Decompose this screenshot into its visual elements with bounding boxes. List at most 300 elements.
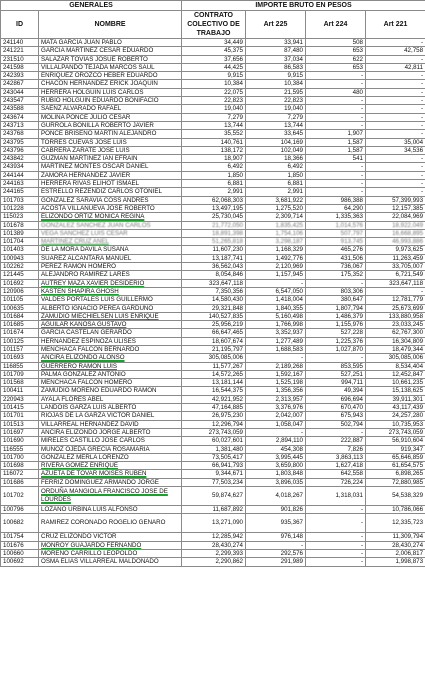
table-row: [1, 362, 425, 370]
cell-art224: 622: [306, 55, 366, 63]
cell-name: GONZALEZ SANCHEZ JUAN CARLOS: [39, 221, 182, 229]
cell-art224: 541: [306, 155, 366, 163]
cell-id: 116855: [1, 362, 39, 370]
cell-contrato: 13,271,090: [182, 514, 246, 533]
table-row: [1, 254, 425, 262]
cell-art221: -: [366, 97, 425, 105]
cell-name: VEGA SANCHEZ LUIS CESAR: [39, 229, 182, 237]
cell-art221: 65,646,859: [366, 453, 425, 461]
cell-contrato: 305,085,006: [182, 354, 246, 362]
cell-art225: 1,168,329: [246, 246, 306, 254]
cell-art224: 1,225,376: [306, 337, 366, 345]
cell-art224: 853,595: [306, 362, 366, 370]
cell-art224: 1,155,976: [306, 321, 366, 329]
cell-art224: 803,306: [306, 287, 366, 295]
cell-contrato: 273,743,059: [182, 428, 246, 436]
cell-art225: 2,120,969: [246, 263, 306, 271]
cell-id: 101685: [1, 321, 39, 329]
cell-contrato: 9,344,671: [182, 470, 246, 478]
cell-art225: 1,492,776: [246, 254, 306, 262]
cell-id: 101697: [1, 428, 39, 436]
cell-contrato: 66,647,465: [182, 329, 246, 337]
table-row: [1, 321, 425, 329]
cell-name: CHACON HERNANDEZ ERICK JOAQUIN: [39, 80, 182, 88]
cell-art221: 54,538,329: [366, 487, 425, 506]
cell-art224: 994,711: [306, 379, 366, 387]
cell-art225: 6,547,050: [246, 287, 306, 295]
cell-art225: 976,148: [246, 533, 306, 541]
cell-id: 101698: [1, 462, 39, 470]
cell-contrato: 138,172: [182, 146, 246, 154]
cell-art224: 1,587: [306, 146, 366, 154]
cell-art224: -: [306, 188, 366, 196]
cell-art221: 11,309,794: [366, 533, 425, 541]
cell-art221: -: [366, 39, 425, 47]
cell-contrato: 62,068,303: [182, 196, 246, 204]
cell-art224: 480: [306, 88, 366, 96]
table-row: [1, 445, 425, 453]
cell-art225: 1,525,198: [246, 379, 306, 387]
cell-art221: 9,973,625: [366, 246, 425, 254]
cell-art221: 6,721,549: [366, 271, 425, 279]
cell-art224: -: [306, 549, 366, 557]
table-row: [1, 271, 425, 279]
table-row: [1, 246, 425, 254]
cell-art224: 675,943: [306, 412, 366, 420]
cell-id: 101157: [1, 345, 39, 353]
cell-art224: 527,251: [306, 370, 366, 378]
cell-id: 101228: [1, 204, 39, 212]
table-row: [1, 453, 425, 461]
cell-art221: 62,767,300: [366, 329, 425, 337]
table-row: [1, 263, 425, 271]
cell-art221: 43,117,439: [366, 404, 425, 412]
cell-art224: 1,627,418: [306, 462, 366, 470]
cell-id: 116555: [1, 445, 39, 453]
table-row: [1, 155, 425, 163]
cell-art221: 1,998,873: [366, 558, 425, 566]
cell-contrato: 51,265,818: [182, 238, 246, 246]
table-row: [1, 97, 425, 105]
cell-contrato: 13,181,144: [182, 379, 246, 387]
table-row: [1, 337, 425, 345]
cell-art225: 1,766,998: [246, 321, 306, 329]
cell-name: VILLARREAL HERNANDEZ DAVID: [39, 420, 182, 428]
cell-contrato: 77,503,234: [182, 478, 246, 486]
cell-art225: 292,576: [246, 549, 306, 557]
cell-art225: 33,645: [246, 130, 306, 138]
cell-art221: 61,654,575: [366, 462, 425, 470]
cell-id: 101105: [1, 296, 39, 304]
cell-art221: -: [366, 105, 425, 113]
cell-contrato: 26,975,230: [182, 412, 246, 420]
cell-art225: 1,356,356: [246, 387, 306, 395]
table-row: [1, 47, 425, 55]
cell-name: GUZMAN MARTINEZ IAN EFRAIN: [39, 155, 182, 163]
cell-art221: 34,536: [366, 146, 425, 154]
cell-contrato: 34,449: [182, 39, 246, 47]
cell-name: RIVERA GOMEZ ENRIQUE: [39, 462, 182, 470]
cell-art224: 508: [306, 39, 366, 47]
cell-art225: 3,376,976: [246, 404, 306, 412]
cell-name: ELIZONDO ORTIZ MONICA REGINA: [39, 213, 182, 221]
table-row: [1, 63, 425, 71]
table-row: [1, 130, 425, 138]
cell-contrato: 18,907: [182, 155, 246, 163]
cell-id: 100943: [1, 254, 39, 262]
cell-art221: 18,479,344: [366, 345, 425, 353]
cell-art225: 1,277,489: [246, 337, 306, 345]
cell-name: SUAREZ ALCANTARA MANUEL: [39, 254, 182, 262]
cell-art224: 465,276: [306, 246, 366, 254]
table-row: [1, 204, 425, 212]
cell-art224: 507,797: [306, 229, 366, 237]
cell-art224: -: [306, 80, 366, 88]
table-row: [1, 487, 425, 506]
cell-art224: -: [306, 113, 366, 121]
cell-art221: 273,743,059: [366, 428, 425, 436]
cell-art224: -: [306, 354, 366, 362]
col-contrato: CONTRATO COLECTIVO DE TRABAJO: [182, 11, 246, 39]
table-row: [1, 506, 425, 514]
col-nombre: NOMBRE: [39, 11, 182, 39]
cell-art224: 3,863,113: [306, 453, 366, 461]
cell-art221: -: [366, 287, 425, 295]
cell-id: 101690: [1, 437, 39, 445]
cell-name: MARTINEZ CRUZ ANEL: [39, 238, 182, 246]
cell-art225: 104,169: [246, 138, 306, 146]
cell-contrato: 44,425: [182, 63, 246, 71]
cell-contrato: 14,572,265: [182, 370, 246, 378]
cell-contrato: 12,296,794: [182, 420, 246, 428]
cell-id: 243713: [1, 121, 39, 129]
cell-contrato: 35,552: [182, 130, 246, 138]
table-row: [1, 72, 425, 80]
cell-name: PEREZ RAMON HOMERO: [39, 263, 182, 271]
cell-art224: -: [306, 506, 366, 514]
cell-contrato: 21,195,797: [182, 345, 246, 353]
cell-art225: 9,915: [246, 72, 306, 80]
cell-art221: 2,006,817: [366, 549, 425, 557]
cell-art225: 7,279: [246, 113, 306, 121]
cell-art224: 1,807,794: [306, 304, 366, 312]
cell-contrato: 6,881: [182, 180, 246, 188]
cell-art224: 175,352: [306, 271, 366, 279]
cell-art225: 1,592,167: [246, 370, 306, 378]
col-id: ID: [1, 11, 39, 39]
cell-contrato: 2,991: [182, 188, 246, 196]
cell-name: VILLALPANDO TEJADA MARCOS SAUL: [39, 63, 182, 71]
cell-art221: 24,257,280: [366, 412, 425, 420]
cell-id: 100125: [1, 337, 39, 345]
cell-art225: 2,313,957: [246, 395, 306, 403]
cell-id: 231510: [1, 55, 39, 63]
cell-contrato: 10,384: [182, 80, 246, 88]
cell-name: MENCHACA FALCON HOMERO: [39, 379, 182, 387]
cell-art221: -: [366, 163, 425, 171]
cell-id: 101415: [1, 404, 39, 412]
cell-art224: 1,318,031: [306, 487, 366, 506]
cell-contrato: 18,607,674: [182, 337, 246, 345]
cell-id: 244144: [1, 171, 39, 179]
cell-id: 243674: [1, 113, 39, 121]
cell-art225: -: [246, 354, 306, 362]
table-row: [1, 287, 425, 295]
cell-art221: 12,452,847: [366, 370, 425, 378]
table-row: [1, 354, 425, 362]
cell-art224: -: [306, 514, 366, 533]
cell-name: ALEJANDRO RAMIREZ LARES: [39, 271, 182, 279]
cell-art224: 1,014,576: [306, 221, 366, 229]
group-importe-bruto: IMPORTE BRUTO EN PESOS: [182, 1, 425, 11]
cell-art221: 42,811: [366, 63, 425, 71]
table-row: [1, 304, 425, 312]
cell-art225: 13,744: [246, 121, 306, 129]
cell-art225: 935,367: [246, 514, 306, 533]
cell-name: MATA GARCIA JUAN PABLO: [39, 39, 182, 47]
cell-art225: -: [246, 428, 306, 436]
cell-name: RAMIREZ CORONADO ROGELIO GENARO: [39, 514, 182, 533]
cell-id: 101674: [1, 329, 39, 337]
cell-contrato: 140,761: [182, 138, 246, 146]
table-row: [1, 238, 425, 246]
cell-art224: 736,067: [306, 263, 366, 271]
table-row: [1, 428, 425, 436]
cell-contrato: 60,027,601: [182, 437, 246, 445]
cell-art224: 502,794: [306, 420, 366, 428]
cell-name: DE LA MORA DAVILA SUSANA: [39, 246, 182, 254]
cell-art225: 3,659,800: [246, 462, 306, 470]
cell-id: 101568: [1, 379, 39, 387]
cell-art221: 323,647,118: [366, 279, 425, 287]
cell-id: 100682: [1, 514, 39, 533]
cell-name: CRUZ ELIZONDO VICTOR: [39, 533, 182, 541]
cell-art225: 37,034: [246, 55, 306, 63]
table-row: [1, 533, 425, 541]
cell-id: 101678: [1, 221, 39, 229]
cell-contrato: 1,850: [182, 171, 246, 179]
cell-id: 101686: [1, 478, 39, 486]
cell-art225: 21,595: [246, 88, 306, 96]
cell-name: AZUETA DE TOVAR MOISES RUBEN: [39, 470, 182, 478]
cell-art221: 39,911,301: [366, 395, 425, 403]
cell-name: HERRERA RIVAS ELIHOT ISMAEL: [39, 180, 182, 188]
cell-art224: 1,027,870: [306, 345, 366, 353]
table-row: [1, 279, 425, 287]
cell-art224: -: [306, 558, 366, 566]
table-row: [1, 296, 425, 304]
table-row: [1, 221, 425, 229]
cell-art224: -: [306, 279, 366, 287]
cell-id: 100411: [1, 387, 39, 395]
cell-art221: 15,138,625: [366, 387, 425, 395]
cell-name: AYALA FLORES ABEL: [39, 395, 182, 403]
cell-art224: -: [306, 121, 366, 129]
cell-contrato: 45,375: [182, 47, 246, 55]
cell-contrato: 12,285,942: [182, 533, 246, 541]
cell-contrato: 36,562,043: [182, 263, 246, 271]
cell-art221: 10,786,066: [366, 506, 425, 514]
cell-name: ZAMUDIO MORENO EDUARDO RAMON: [39, 387, 182, 395]
cell-art225: 3,352,937: [246, 329, 306, 337]
cell-art224: 380,647: [306, 296, 366, 304]
cell-art224: 986,388: [306, 196, 366, 204]
col-art224: Art 224: [306, 11, 366, 39]
cell-id: 100660: [1, 549, 39, 557]
cell-art221: 28,430,274: [366, 541, 425, 549]
cell-name: OSMA ELIAS VILLARREAL MALDONADO: [39, 558, 182, 566]
col-art221: Art 221: [366, 11, 425, 39]
cell-art225: 2,042,007: [246, 412, 306, 420]
cell-art224: 527,228: [306, 329, 366, 337]
cell-name: AUTREY MAZA XAVIER DESIDERIO: [39, 279, 182, 287]
cell-art225: -: [246, 279, 306, 287]
cell-art225: 1,157,945: [246, 271, 306, 279]
cell-art221: 35,004: [366, 138, 425, 146]
cell-art225: 3,298,187: [246, 238, 306, 246]
cell-art225: 1,803,848: [246, 470, 306, 478]
cell-contrato: 13,744: [182, 121, 246, 129]
cell-art225: 102,049: [246, 146, 306, 154]
cell-art224: -: [306, 97, 366, 105]
cell-name: GARCIA MARTINEZ CESAR EDUARDO: [39, 47, 182, 55]
cell-id: 243796: [1, 146, 39, 154]
cell-art224: -: [306, 171, 366, 179]
cell-contrato: 47,164,885: [182, 404, 246, 412]
cell-id: 241221: [1, 47, 39, 55]
cell-art221: 10,661,235: [366, 379, 425, 387]
cell-contrato: 323,647,118: [182, 279, 246, 287]
cell-art221: 11,263,459: [366, 254, 425, 262]
table-row: [1, 312, 425, 320]
cell-art221: 18,922,049: [366, 221, 425, 229]
cell-art225: 2,309,714: [246, 213, 306, 221]
table-row: [1, 39, 425, 47]
cell-id: 243795: [1, 138, 39, 146]
cell-name: PONCE BRISEÑO MARTIN ALEJANDRO: [39, 130, 182, 138]
cell-contrato: 13,497,195: [182, 204, 246, 212]
table-row: [1, 395, 425, 403]
cell-art225: 87,480: [246, 47, 306, 55]
table-row: [1, 188, 425, 196]
table-row: [1, 113, 425, 121]
cell-name: SAENZ ALVARADO RAFAEL: [39, 105, 182, 113]
cell-id: 241598: [1, 63, 39, 71]
table-row: [1, 412, 425, 420]
cell-art225: 3,681,922: [246, 196, 306, 204]
cell-name: ENRIQUEZ OROZCO HEBER EDUARDO: [39, 72, 182, 80]
cell-art224: -: [306, 105, 366, 113]
cell-art225: 18,366: [246, 155, 306, 163]
cell-art224: 913,745: [306, 238, 366, 246]
cell-art225: -: [246, 541, 306, 549]
cell-art224: -: [306, 428, 366, 436]
cell-name: LANDOIS GARZA LUIS ALBERTO: [39, 404, 182, 412]
cell-id: 243044: [1, 88, 39, 96]
table-row: [1, 345, 425, 353]
cell-id: 241140: [1, 39, 39, 47]
table-row: [1, 462, 425, 470]
cell-art224: 431,506: [306, 254, 366, 262]
cell-name: MONROY GUAJARDO FERNANDO: [39, 541, 182, 549]
table-row: [1, 171, 425, 179]
cell-art221: 16,668,895: [366, 229, 425, 237]
cell-art225: 5,160,498: [246, 312, 306, 320]
cell-art225: 2,189,268: [246, 362, 306, 370]
group-header-row: [1, 1, 425, 11]
cell-id: 243588: [1, 105, 39, 113]
table-row: [1, 146, 425, 154]
cell-art221: 919,347: [366, 445, 425, 453]
cell-id: 244165: [1, 188, 39, 196]
cell-name: GONZALEZ SARAVIA COSS ANDRES: [39, 196, 182, 204]
cell-id: 101704: [1, 238, 39, 246]
cell-id: 101684: [1, 312, 39, 320]
cell-id: 115023: [1, 213, 39, 221]
cell-art221: -: [366, 121, 425, 129]
cell-art225: 291,989: [246, 558, 306, 566]
table-body: [1, 39, 425, 567]
table-row: [1, 387, 425, 395]
table-row: [1, 558, 425, 566]
cell-name: ANCIRA ELIZONDO JORGE ALBERTO: [39, 428, 182, 436]
cell-contrato: 9,915: [182, 72, 246, 80]
cell-name: VALDES PORTALES LUIS GUILLERMO: [39, 296, 182, 304]
cell-art221: 6,898,265: [366, 470, 425, 478]
cell-id: 101703: [1, 196, 39, 204]
cell-art225: 1,850: [246, 171, 306, 179]
cell-art224: 222,887: [306, 437, 366, 445]
table-row: [1, 55, 425, 63]
table-row: [1, 514, 425, 533]
cell-art224: 49,394: [306, 387, 366, 395]
cell-art225: 3,896,035: [246, 478, 306, 486]
table-row: [1, 121, 425, 129]
table-row: [1, 105, 425, 113]
cell-art221: 33,705,007: [366, 263, 425, 271]
cell-name: GURROLA BONILLA ROBERTO JAVIER: [39, 121, 182, 129]
cell-id: 101693: [1, 354, 39, 362]
cell-art221: 56,910,604: [366, 437, 425, 445]
cell-art225: 1,688,583: [246, 345, 306, 353]
table-row: [1, 196, 425, 204]
cell-id: 120906: [1, 287, 39, 295]
cell-art221: -: [366, 88, 425, 96]
cell-name: MORENO CARRILLO LEOPOLDO: [39, 549, 182, 557]
cell-art221: 16,304,809: [366, 337, 425, 345]
cell-contrato: 11,577,267: [182, 362, 246, 370]
cell-id: 116072: [1, 470, 39, 478]
cell-art225: 19,040: [246, 105, 306, 113]
cell-art224: 1,587: [306, 138, 366, 146]
cell-name: GUERRERO RAMON LUIS: [39, 362, 182, 370]
col-art225: Art 225: [246, 11, 306, 39]
table-row: [1, 437, 425, 445]
cell-art221: 57,399,993: [366, 196, 425, 204]
table-row: [1, 420, 425, 428]
cell-contrato: 14,580,430: [182, 296, 246, 304]
cell-id: 101403: [1, 246, 39, 254]
cell-id: 102262: [1, 263, 39, 271]
cell-contrato: 42,921,952: [182, 395, 246, 403]
cell-art225: 1,835,425: [246, 221, 306, 229]
cell-id: 243842: [1, 155, 39, 163]
cell-contrato: 13,187,741: [182, 254, 246, 262]
cell-contrato: 6,492: [182, 163, 246, 171]
cell-art224: 653: [306, 63, 366, 71]
cell-id: 220943: [1, 395, 39, 403]
cell-contrato: 1,381,480: [182, 445, 246, 453]
